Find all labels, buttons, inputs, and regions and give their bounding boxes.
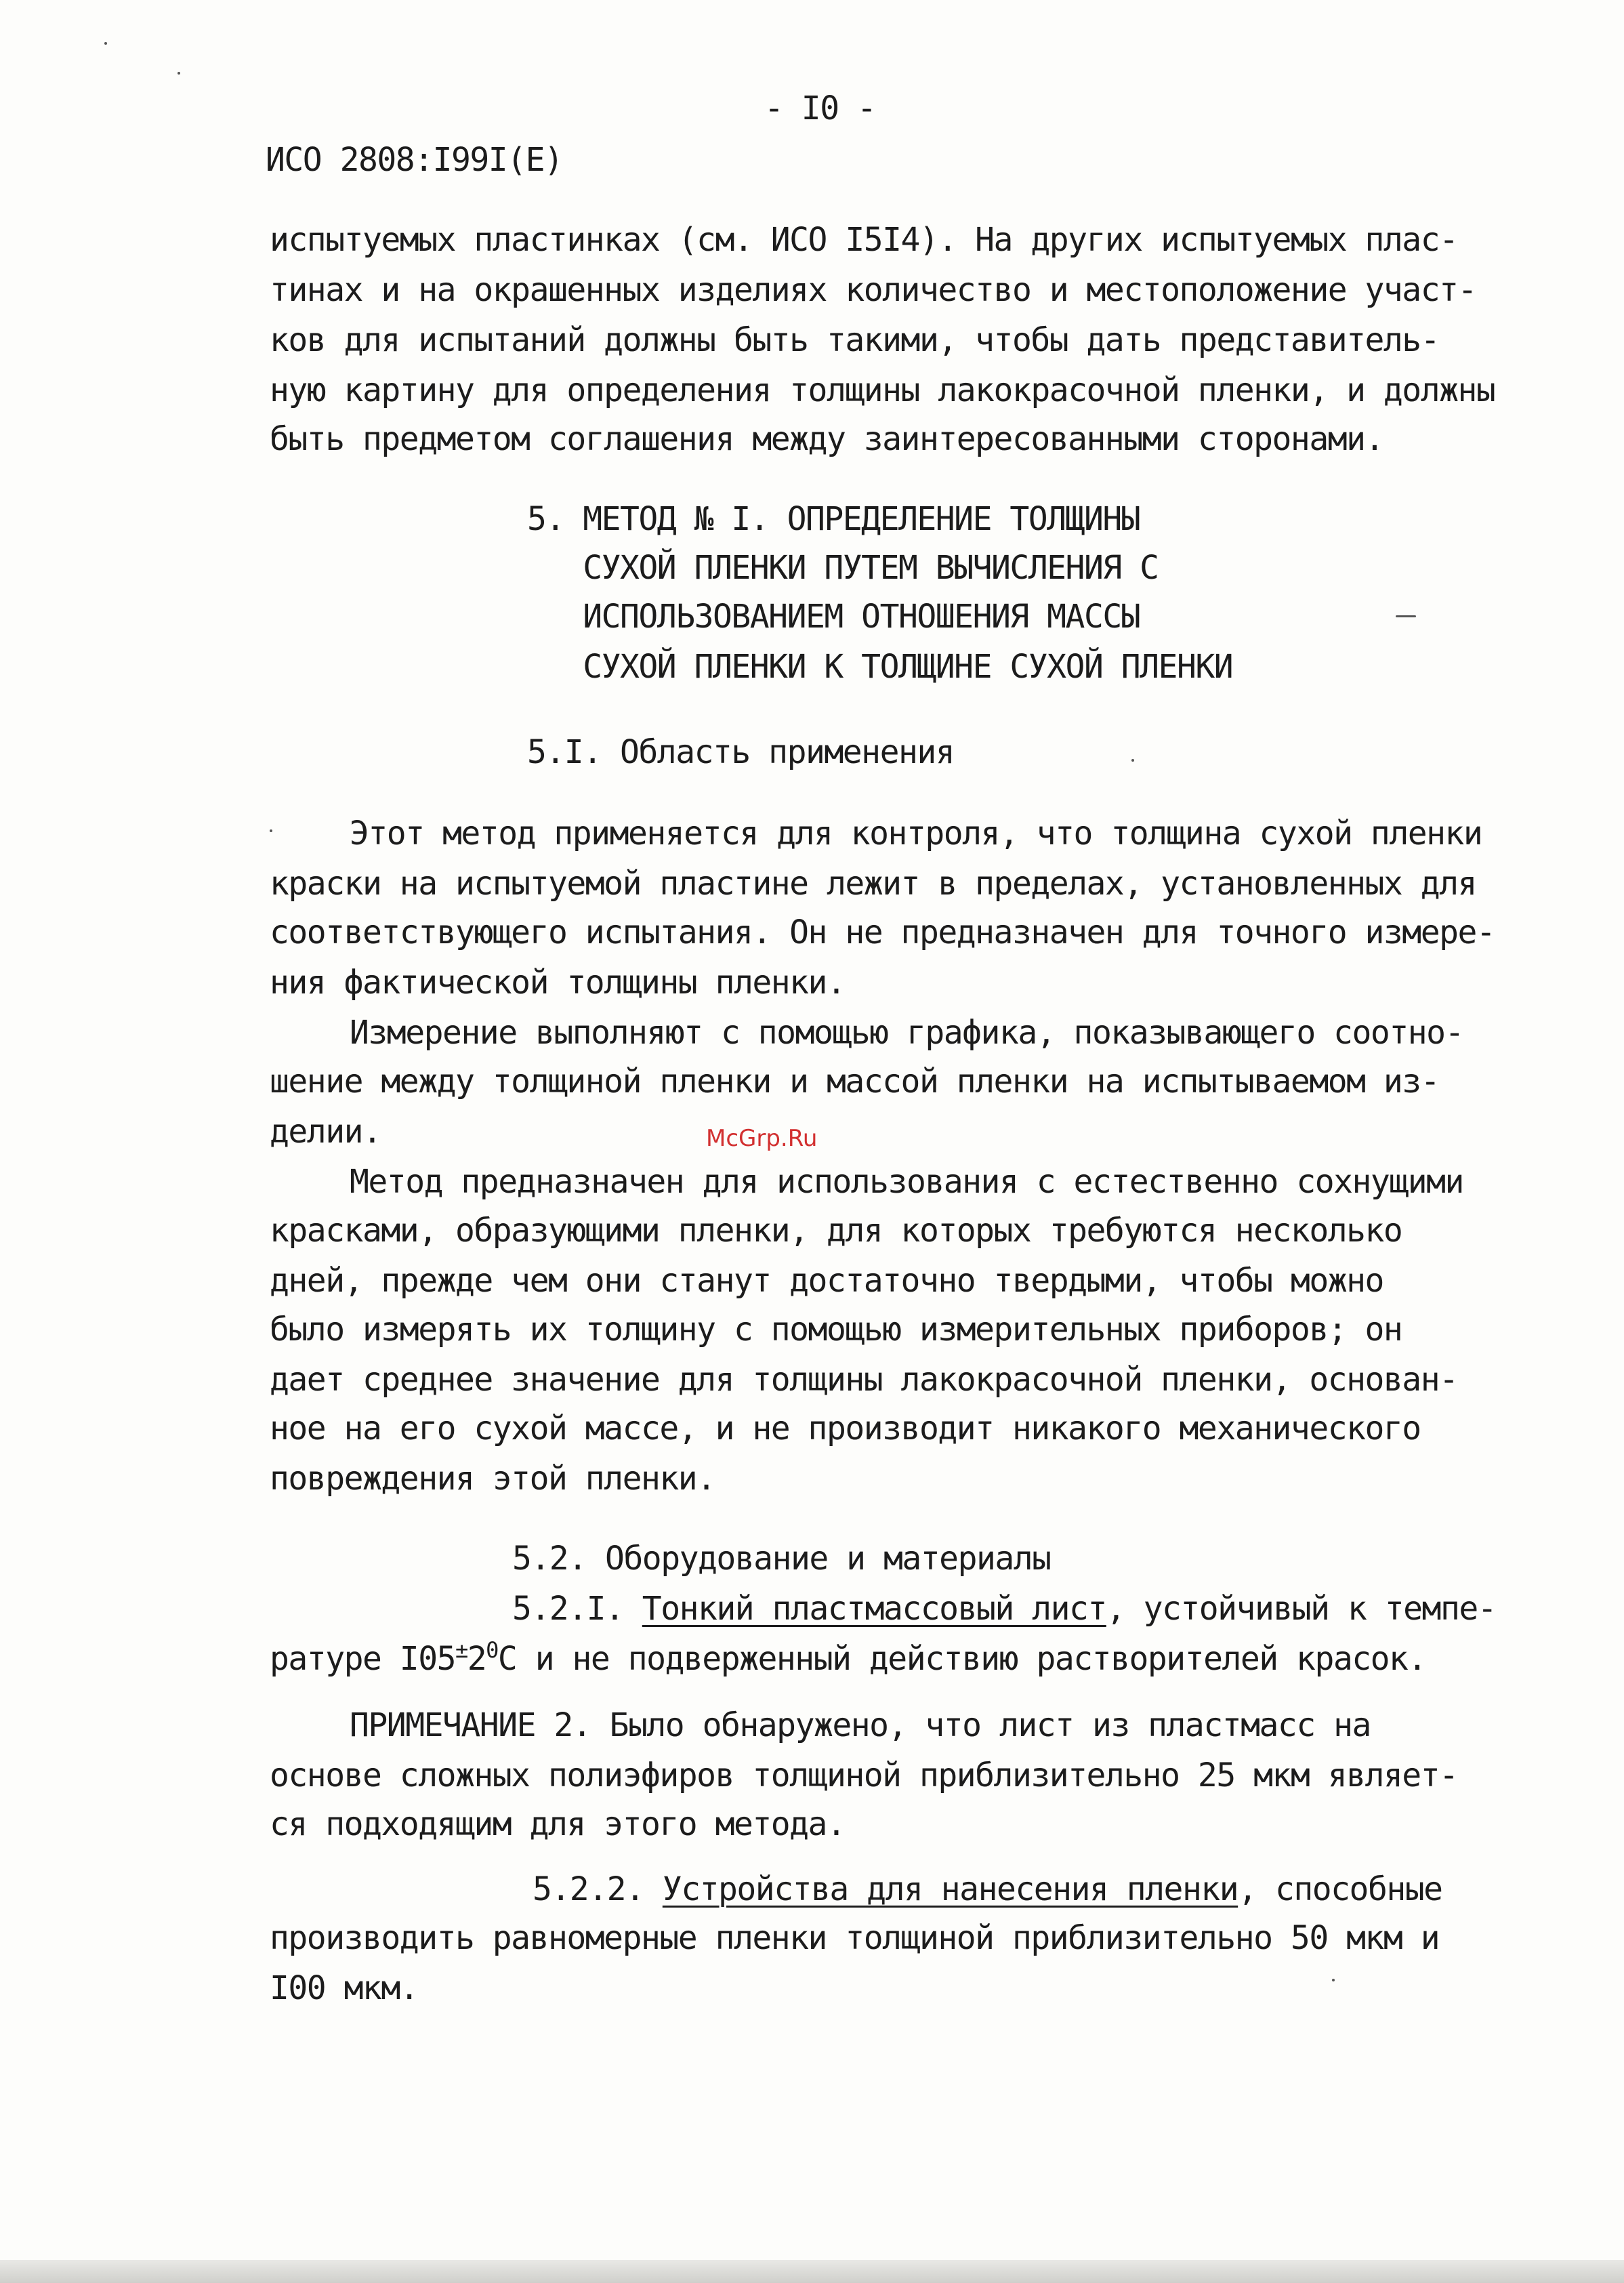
para-3-line-2: красками, образующими пленки, для которых требуются несколько [270, 1212, 1402, 1250]
section-5-1-heading: 5.I. Область применения [527, 733, 955, 771]
item-5-2-1-line-1 [512, 1590, 1496, 1628]
temperature-prefix: ратуре I05 [270, 1640, 455, 1678]
section-5-heading-line-4: СУХОЙ ПЛЕНКИ К ТОЛЩИНЕ СУХОЙ ПЛЕНКИ [527, 648, 1233, 686]
para-3-line-6: ное на его сухой массе, и не производит никакого механического [270, 1410, 1421, 1447]
scan-bottom-edge [0, 2260, 1624, 2283]
para-2-line-2: шение между толщиной пленки и массой пленки на испытываемом из- [270, 1063, 1440, 1101]
para-1-line-3: соответствующего испытания. Он не предназначен для точного измере- [270, 913, 1495, 951]
continuation-line-1: испытуемых пластинках (см. ИСО I5I4). На других испытуемых плас- [270, 221, 1458, 259]
para-3-line-7: повреждения этой пленки. [270, 1460, 715, 1498]
section-5-heading-line-1: 5. МЕТОД № I. ОПРЕДЕЛЕНИЕ ТОЛЩИНЫ [527, 500, 1140, 538]
section-5-heading-line-3: ИСПОЛЬЗОВАНИЕМ ОТНОШЕНИЯ МАССЫ [527, 598, 1140, 636]
para-1-line-1: Этот метод применяется для контроля, что толщина сухой пленки [350, 815, 1482, 852]
para-2-line-1: Измерение выполняют с помощью графика, показывающего соотно- [350, 1014, 1463, 1052]
item-5-2-1-term: Тонкий пластмассовый лист [642, 1590, 1106, 1628]
scan-speck [270, 829, 272, 832]
degree-sign: 0 [486, 1637, 498, 1663]
note-2-line-1: ПРИМЕЧАНИЕ 2. Было обнаружено, что лист из пластмасс на [350, 1706, 1371, 1744]
scan-speck [104, 42, 107, 45]
item-5-2-2-number: 5.2.2. [533, 1870, 644, 1908]
item-5-2-2-term: Устройства для нанесения пленки [662, 1870, 1238, 1908]
document-code: ИСО 2808:I99I(E) [266, 141, 563, 179]
scan-speck [1396, 615, 1416, 617]
page-number: - I0 - [764, 89, 876, 127]
continuation-line-4: ную картину для определения толщины лакокрасочной пленки, и должны [270, 371, 1495, 409]
continuation-line-2: тинах и на окрашенных изделиях количество и местоположение участ- [270, 271, 1476, 309]
para-3-line-1: Метод предназначен для использования с естественно сохнущими [350, 1163, 1463, 1201]
para-1-line-4: ния фактической толщины пленки. [270, 964, 846, 1002]
para-3-line-3: дней, прежде чем они станут достаточно твердыми, чтобы можно [270, 1262, 1383, 1300]
item-5-2-2-rest: , способные [1238, 1870, 1442, 1908]
scan-speck [178, 72, 180, 75]
item-5-2-1-number: 5.2.I. [512, 1590, 624, 1628]
temperature-tolerance: 2 [467, 1640, 486, 1678]
note-2-line-2: основе сложных полиэфиров толщиной приблизительно 25 мкм являет- [270, 1756, 1458, 1794]
scan-speck [1332, 1979, 1335, 1981]
note-2-line-3: ся подходящим для этого метода. [270, 1805, 846, 1843]
item-5-2-1-rest-2: С и не подверженный действию растворителей красок. [497, 1640, 1426, 1678]
continuation-line-3: ков для испытаний должны быть такими, чтобы дать представитель- [270, 321, 1440, 359]
plus-minus-sign: ± [455, 1637, 467, 1663]
item-5-2-1-line-2 [270, 1637, 1426, 1678]
para-2-line-3: делии. [270, 1113, 381, 1151]
item-5-2-1-rest: , устойчивый к темпе- [1106, 1590, 1497, 1628]
section-5-heading-line-2: СУХОЙ ПЛЕНКИ ПУТЕМ ВЫЧИСЛЕНИЯ С [527, 549, 1159, 587]
item-5-2-2-line-2: производить равномерные пленки толщиной приблизительно 50 мкм и [270, 1919, 1440, 1957]
item-5-2-2-line-1 [533, 1870, 1442, 1908]
para-3-line-4: было измерять их толщину с помощью измерительных приборов; он [270, 1311, 1402, 1349]
section-5-2-heading: 5.2. Оборудование и материалы [512, 1540, 1051, 1578]
para-1-line-2: краски на испытуемой пластине лежит в пределах, установленных для [270, 865, 1476, 903]
item-5-2-2-line-3: I00 мкм. [270, 1969, 419, 2007]
scan-speck [1131, 759, 1134, 762]
continuation-line-5: быть предметом соглашения между заинтересованными сторонами. [270, 420, 1383, 458]
watermark: McGrp.Ru [706, 1125, 818, 1152]
para-3-line-5: дает среднее значение для толщины лакокрасочной пленки, основан- [270, 1361, 1458, 1399]
